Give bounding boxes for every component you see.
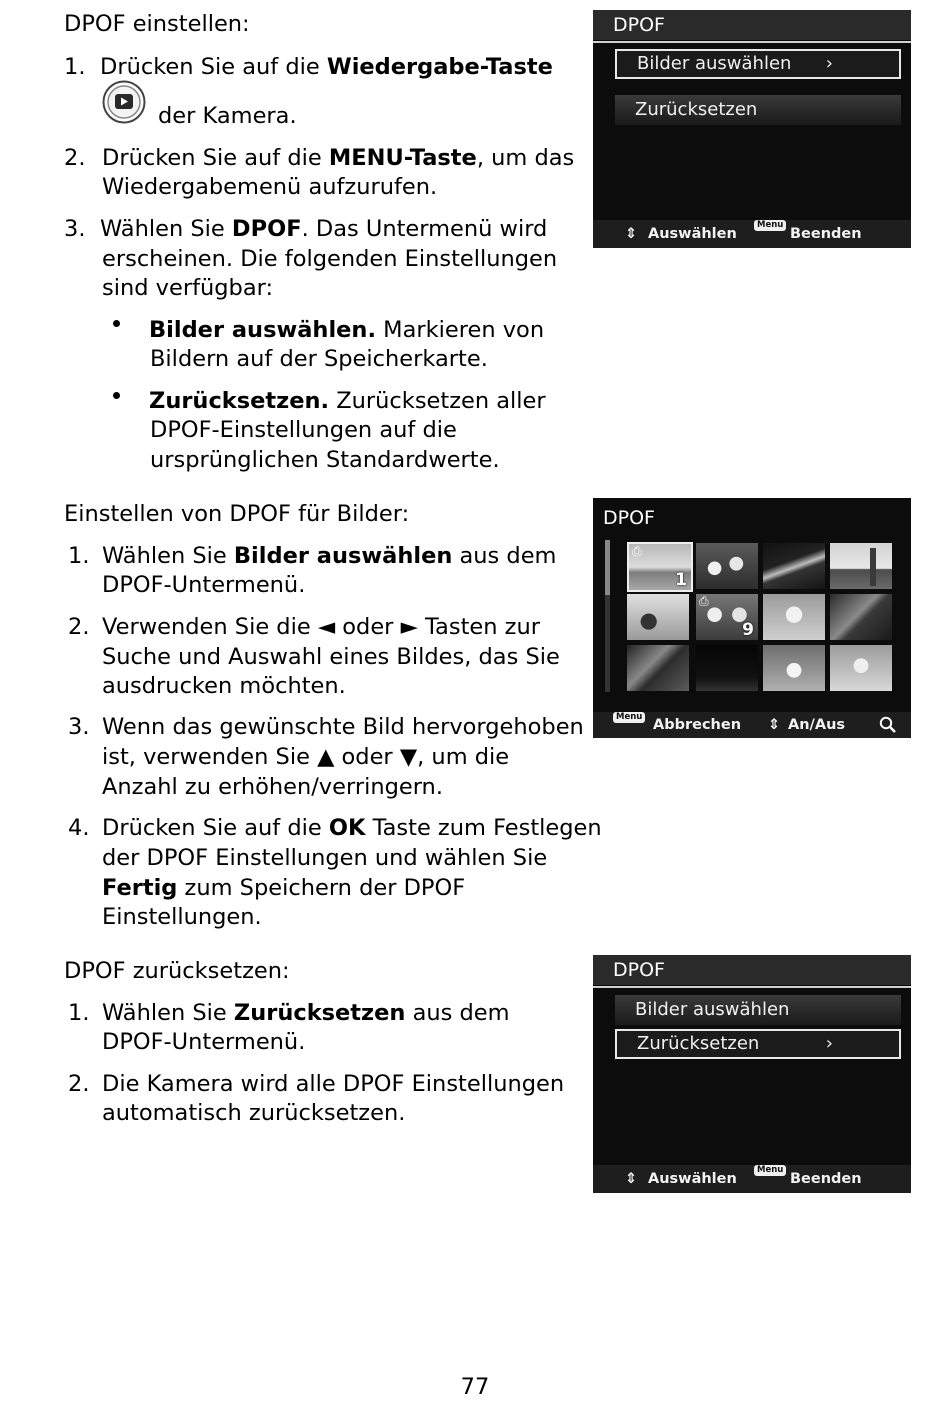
camera-screen-dpof-thumbnails: [593, 498, 911, 738]
step-number: 1.: [64, 54, 86, 80]
bullet-2-line3: ursprünglichen Standardwerte.: [150, 447, 500, 473]
bullet-dot: [113, 392, 120, 399]
menu-item-label: Bilder auswählen: [637, 53, 792, 74]
step-text: Wählen Sie: [102, 1000, 234, 1026]
step-text: Drücken Sie auf die: [102, 145, 329, 171]
menu-item-label: Zurücksetzen: [637, 1033, 760, 1054]
step-2-line2: Wiedergabemenü aufzurufen.: [102, 174, 438, 200]
scrollbar[interactable]: [605, 540, 610, 692]
step-number: 2.: [68, 614, 90, 640]
step-text: , um das: [476, 145, 575, 171]
bullet-dot: [113, 320, 120, 327]
menu-item-zuruecksetzen[interactable]: [615, 1029, 901, 1059]
section-heading-dpof-einstellen: DPOF einstellen:: [64, 11, 250, 37]
step-2-line3: ausdrucken möchten.: [102, 673, 346, 699]
menu-badge-icon: Menu: [754, 1165, 786, 1176]
bullet-zuruecksetzen: [149, 386, 546, 416]
footer-toggle-label: An/Aus: [788, 717, 846, 733]
bullet-bilder-auswaehlen: [149, 315, 544, 345]
step-3-line1: Wenn das gewünschte Bild hervorgehoben: [102, 714, 584, 740]
step-text: Drücken Sie auf die: [102, 815, 329, 841]
section-heading-dpof-fuer-bilder: Einstellen von DPOF für Bilder:: [64, 501, 410, 527]
thumbnail-selected[interactable]: [627, 542, 693, 592]
print-icon: ⎙: [632, 544, 642, 558]
dpof-label: DPOF: [231, 216, 302, 242]
step-number: 1.: [68, 543, 90, 569]
menu-item-label: Zurücksetzen: [635, 99, 758, 120]
step-4-line3: [102, 873, 465, 903]
step-3-line2: erscheinen. Die folgenden Einstellungen: [102, 246, 558, 272]
thumbnail[interactable]: [627, 594, 689, 640]
thumbnail[interactable]: [830, 543, 892, 589]
step-number: 4.: [68, 815, 90, 841]
step-number: 3.: [68, 714, 90, 740]
footer-exit-label: Beenden: [790, 1171, 862, 1187]
tower-shape: [870, 548, 876, 586]
section-heading-dpof-zuruecksetzen: DPOF zurücksetzen:: [64, 958, 290, 984]
thumbnail[interactable]: [696, 543, 758, 589]
up-down-arrows-icon: ⇕: [625, 1171, 638, 1187]
step-2-line1: Verwenden Sie die ◄ oder ► Tasten zur: [102, 614, 540, 640]
step-text: . Das Untermenü wird: [301, 216, 548, 242]
thumbnail[interactable]: [627, 645, 689, 691]
title-divider: [593, 986, 911, 988]
step-number: 3.: [64, 216, 86, 242]
footer-select-label: Auswählen: [648, 1171, 737, 1187]
print-count: 9: [742, 620, 754, 640]
up-down-arrows-icon: ⇕: [625, 226, 638, 242]
menu-item-zuruecksetzen[interactable]: [615, 95, 901, 125]
bullet-1-line2: Bildern auf der Speicherkarte.: [150, 346, 488, 372]
step-2: [64, 143, 575, 173]
screen-footer: [593, 1165, 911, 1193]
title-divider: [593, 41, 911, 43]
zuruecksetzen-label: Zurücksetzen: [233, 1000, 406, 1026]
camera-screen-dpof-reset: [593, 955, 911, 1193]
thumbnail[interactable]: [830, 594, 892, 640]
chevron-right-icon: ›: [825, 1033, 833, 1054]
thumbnail[interactable]: [696, 594, 758, 640]
screen-title: DPOF: [593, 955, 911, 985]
bilder-auswaehlen-label: Bilder auswählen: [233, 543, 453, 569]
bullet-2-line2: DPOF-Einstellungen auf die: [150, 417, 457, 443]
menu-badge-icon: Menu: [613, 712, 645, 723]
step-text: Drücken Sie auf die: [100, 54, 327, 80]
menu-button-label: MENU-Taste: [328, 145, 477, 171]
step-number: 2.: [64, 145, 86, 171]
footer-select-label: Auswählen: [648, 226, 737, 242]
step-4-line4: Einstellungen.: [102, 904, 262, 930]
step-number: 2.: [68, 1071, 90, 1097]
screen-title: DPOF: [603, 507, 655, 529]
screen-footer: [593, 220, 911, 248]
scrollbar-thumb[interactable]: [605, 540, 610, 595]
thumbnail[interactable]: [763, 543, 825, 589]
step-3-line3: sind verfügbar:: [102, 275, 274, 301]
ok-label: OK: [328, 815, 366, 841]
step-3-line2: ist, verwenden Sie ▲ oder ▼, um die: [102, 744, 510, 770]
print-count: 1: [675, 570, 687, 590]
step-3-line3: Anzahl zu erhöhen/verringern.: [102, 774, 443, 800]
menu-item-label: Bilder auswählen: [635, 999, 790, 1020]
bullet-text: Markieren von: [376, 317, 545, 343]
footer-exit-label: Beenden: [790, 226, 862, 242]
thumbnail[interactable]: [763, 594, 825, 640]
step-text: Wählen Sie: [100, 216, 232, 242]
step-1: [64, 52, 553, 82]
screen-title: DPOF: [593, 10, 911, 40]
bullet-text: Zurücksetzen aller: [329, 388, 546, 414]
step-text: aus dem: [405, 1000, 510, 1026]
menu-item-bilder-auswaehlen[interactable]: [615, 49, 901, 79]
thumbnail[interactable]: [696, 645, 758, 691]
fertig-label: Fertig: [102, 875, 178, 901]
step-text: Taste zum Festlegen: [365, 815, 602, 841]
step-2-line2: Suche und Auswahl eines Bildes, das Sie: [102, 644, 560, 670]
step-text: zum Speichern der DPOF: [177, 875, 466, 901]
menu-item-bilder-auswaehlen[interactable]: [615, 995, 901, 1025]
step-1-continued: der Kamera.: [158, 103, 297, 129]
playback-button-icon: [102, 80, 146, 124]
step-text: Wählen Sie: [102, 543, 234, 569]
up-down-arrows-icon: ⇕: [768, 717, 781, 733]
camera-screen-dpof-menu: [593, 10, 911, 248]
step-3: [64, 214, 548, 244]
step-2-line2: automatisch zurücksetzen.: [102, 1100, 406, 1126]
page-number: 77: [460, 1374, 490, 1400]
step-2-line1: Die Kamera wird alle DPOF Einstellungen: [102, 1071, 565, 1097]
print-icon: ⎙: [699, 594, 709, 608]
chevron-right-icon: ›: [825, 53, 833, 74]
thumbnail[interactable]: [763, 645, 825, 691]
step-number: 1.: [68, 1000, 90, 1026]
step-4-line2: der DPOF Einstellungen und wählen Sie: [102, 845, 548, 871]
bullet-title: Bilder auswählen.: [149, 317, 376, 343]
menu-badge-icon: Menu: [754, 220, 786, 231]
playback-button-label: Wiedergabe-Taste: [326, 54, 553, 80]
thumbnail[interactable]: [830, 645, 892, 691]
bullet-title: Zurücksetzen.: [149, 388, 330, 414]
screen-footer: [593, 712, 911, 738]
footer-cancel-label: Abbrechen: [653, 717, 742, 733]
step-1-line2: DPOF-Untermenü.: [102, 572, 306, 598]
step-text: aus dem: [452, 543, 557, 569]
step-1-line2: DPOF-Untermenü.: [102, 1029, 306, 1055]
zoom-icon: [879, 716, 897, 734]
